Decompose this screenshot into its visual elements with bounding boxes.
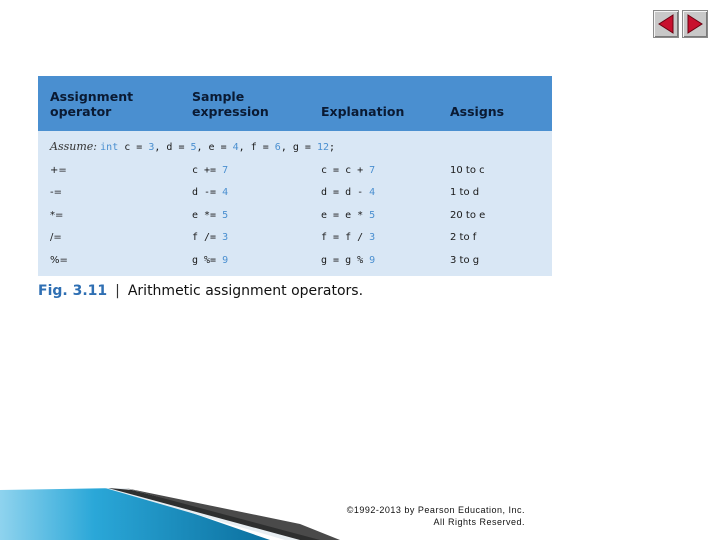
- assume-value-e: 4: [232, 141, 239, 153]
- caption-separator: |: [115, 282, 120, 299]
- expression-value: 7: [222, 164, 229, 176]
- explanation-value: 4: [369, 187, 376, 199]
- expression-value: 4: [222, 187, 229, 199]
- expression-cell: [180, 249, 309, 276]
- explanation-cell: [309, 182, 438, 205]
- figure-caption: [38, 283, 552, 299]
- table-row: [38, 249, 552, 276]
- slide-navigation: [653, 10, 708, 38]
- explanation-value: 5: [369, 209, 376, 221]
- operator-cell: /=: [50, 232, 62, 244]
- expression-text: g %=: [192, 254, 223, 266]
- triangle-right-icon: [686, 14, 704, 34]
- assigns-cell: 1 to d: [450, 187, 480, 199]
- assume-code-2: , d =: [154, 141, 191, 153]
- assume-label: Assume:: [50, 139, 97, 153]
- explanation-text: d = d -: [321, 187, 370, 199]
- explanation-text: f = f /: [321, 232, 370, 244]
- assumption-cell: [38, 131, 552, 159]
- previous-slide-button[interactable]: [653, 10, 679, 38]
- assume-code-4: , f =: [238, 141, 275, 153]
- header-assigns: Assigns: [438, 76, 552, 131]
- assume-code-3: , e =: [196, 141, 233, 153]
- explanation-cell: [309, 227, 438, 250]
- explanation-cell: [309, 159, 438, 182]
- assigns-cell: 3 to g: [450, 254, 480, 266]
- operator-cell: -=: [50, 187, 62, 199]
- expression-cell: [180, 227, 309, 250]
- table-row: [38, 159, 552, 182]
- table-row: [38, 204, 552, 227]
- figure-3-11: [38, 76, 552, 299]
- header-sample-expression: Sample expression: [180, 76, 309, 131]
- expression-text: c +=: [192, 164, 223, 176]
- operator-cell: +=: [50, 164, 67, 176]
- figure-title: Arithmetic assignment operators.: [127, 282, 364, 299]
- expression-cell: [180, 159, 309, 182]
- operator-cell: *=: [50, 209, 64, 221]
- explanation-text: g = g %: [321, 254, 370, 266]
- expression-value: 3: [222, 232, 229, 244]
- expression-cell: [180, 204, 309, 227]
- expression-cell: [180, 182, 309, 205]
- assigns-cell: 2 to f: [450, 232, 477, 244]
- expression-value: 5: [222, 209, 229, 221]
- expression-text: e *=: [192, 209, 223, 221]
- explanation-text: c = c +: [321, 164, 370, 176]
- table-row: [38, 182, 552, 205]
- assignment-operators-table: [38, 76, 552, 276]
- assume-value-d: 5: [190, 141, 197, 153]
- copyright-notice: [300, 504, 525, 528]
- explanation-cell: [309, 249, 438, 276]
- operator-cell: %=: [50, 254, 68, 266]
- header-explanation: Explanation: [309, 76, 438, 131]
- figure-number: Fig. 3.11: [38, 282, 108, 299]
- assume-value-g: 12: [316, 141, 329, 153]
- explanation-value: 7: [369, 164, 376, 176]
- table-row: [38, 227, 552, 250]
- copyright-line-1: ©1992-2013 by Pearson Education, Inc.: [346, 505, 525, 515]
- assume-keyword: int: [100, 141, 119, 153]
- copyright-line-2: All Rights Reserved.: [433, 517, 525, 527]
- header-assignment-operator: Assignment operator: [38, 76, 180, 131]
- assume-value-f: 6: [274, 141, 281, 153]
- assigns-cell: 10 to c: [450, 164, 485, 176]
- assumption-row: [38, 131, 552, 159]
- table-header-row: [38, 76, 552, 131]
- next-slide-button[interactable]: [682, 10, 708, 38]
- assume-value-c: 3: [148, 141, 155, 153]
- expression-text: f /=: [192, 232, 223, 244]
- assigns-cell: 20 to e: [450, 209, 486, 221]
- assume-code-5: , g =: [280, 141, 317, 153]
- expression-value: 9: [222, 254, 229, 266]
- assume-code-6: ;: [329, 141, 336, 153]
- explanation-cell: [309, 204, 438, 227]
- triangle-left-icon: [657, 14, 675, 34]
- explanation-value: 9: [369, 254, 376, 266]
- explanation-value: 3: [369, 232, 376, 244]
- expression-text: d -=: [192, 187, 223, 199]
- explanation-text: e = e *: [321, 209, 370, 221]
- assume-code-1: c =: [118, 141, 149, 153]
